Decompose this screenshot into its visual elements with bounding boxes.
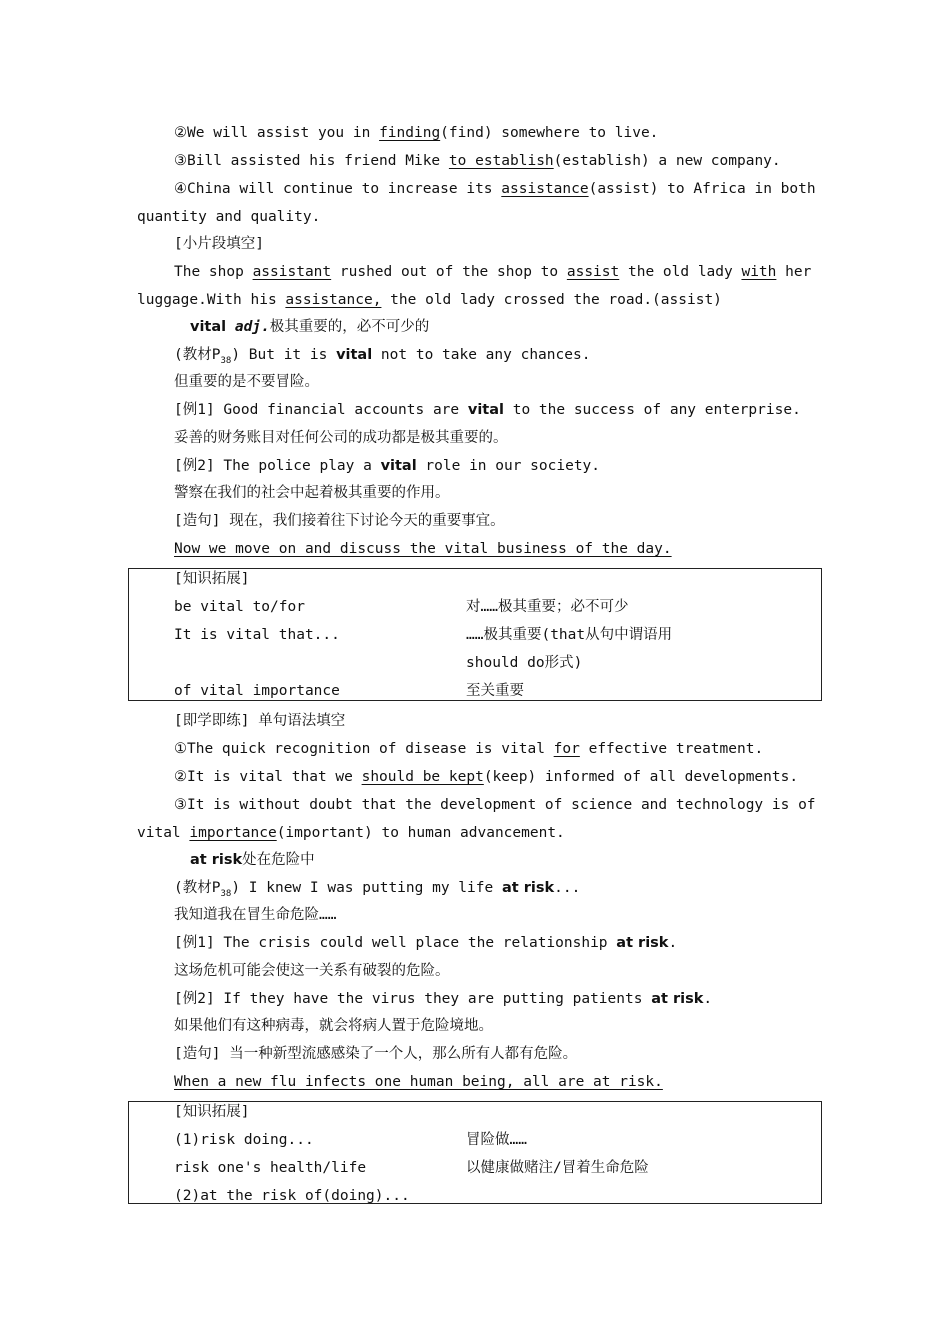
ext-meaning: 至关重要 bbox=[466, 683, 524, 699]
example-sentence: ③Bill assisted his friend Mike to establish(establish) a new company. bbox=[174, 153, 781, 169]
passage-line: The shop assistant rushed out of the shop to assist the old lady with her bbox=[174, 264, 812, 280]
section-heading: [小片段填空] bbox=[174, 236, 264, 252]
translation: 这场危机可能会使这一关系有破裂的危险。 bbox=[174, 963, 450, 979]
ext-phrase: (2)at the risk of(doing)... bbox=[174, 1188, 410, 1204]
make-sentence-answer: When a new flu infects one human being, all are at risk. bbox=[174, 1074, 663, 1090]
textbook-sentence: (教材$P_{38}$) I knew I was putting my life at risk... bbox=[174, 880, 581, 899]
translation: 警察在我们的社会中起着极其重要的作用。 bbox=[174, 485, 450, 501]
example-sentence: [例1] Good financial accounts are vital to the success of any enterprise. bbox=[174, 402, 801, 418]
box-title: [知识拓展] bbox=[174, 571, 250, 587]
practice-item-continuation: vital importance(important) to human advancement. bbox=[137, 825, 565, 841]
practice-title: [即学即练] 单句语法填空 bbox=[174, 713, 346, 729]
ext-phrase: (1)risk doing... bbox=[174, 1132, 314, 1148]
practice-item: ②It is vital that we should be kept(keep) informed of all developments. bbox=[174, 769, 799, 785]
ext-phrase: be vital to/for bbox=[174, 599, 305, 615]
make-sentence-prompt: [造句] 当一种新型流感感染了一个人，那么所有人都有危险。 bbox=[174, 1046, 578, 1062]
translation: 但重要的是不要冒险。 bbox=[174, 374, 319, 390]
ext-meaning: ……极其重要(that从句中谓语用 bbox=[466, 627, 673, 643]
ext-phrase: It is vital that... bbox=[174, 627, 340, 643]
ext-phrase: risk one's health/life bbox=[174, 1160, 367, 1176]
example-sentence: [例2] The police play a vital role in our society. bbox=[174, 458, 601, 474]
example-sentence: [例1] The crisis could well place the relationship at risk. bbox=[174, 935, 678, 951]
ext-meaning: 以健康做赌注/冒着生命危险 bbox=[466, 1160, 649, 1176]
ext-meaning: 冒险做…… bbox=[466, 1132, 527, 1148]
answer: to establish bbox=[448, 153, 554, 169]
passage-line: luggage.With his assistance, the old lady crossed the road.(assist) bbox=[137, 292, 722, 308]
make-sentence-prompt: [造句] 现在，我们接着往下讨论今天的重要事宜。 bbox=[174, 513, 505, 529]
entry-heading: vital adj.极其重要的，必不可少的 bbox=[190, 319, 430, 335]
answer: finding bbox=[379, 125, 441, 141]
ext-meaning: 对……极其重要；必不可少 bbox=[466, 599, 629, 615]
ext-phrase: of vital importance bbox=[174, 683, 340, 699]
box-title: [知识拓展] bbox=[174, 1104, 250, 1120]
make-sentence-answer: Now we move on and discuss the vital business of the day. bbox=[174, 541, 672, 557]
example-sentence: [例2] If they have the virus they are putting patients at risk. bbox=[174, 991, 713, 1007]
translation: 如果他们有这种病毒，就会将病人置于危险境地。 bbox=[174, 1018, 493, 1034]
entry-heading: at risk处在危险中 bbox=[190, 852, 315, 868]
example-continuation: quantity and quality. bbox=[137, 209, 321, 225]
practice-item: ③It is without doubt that the development of science and technology is of bbox=[174, 797, 816, 813]
translation: 我知道我在冒生命危险…… bbox=[174, 907, 337, 923]
ext-meaning: should do形式) bbox=[466, 655, 583, 671]
example-sentence: ②We will assist you in finding(find) somewhere to live. bbox=[174, 125, 659, 141]
example-sentence: ④China will continue to increase its assistance(assist) to Africa in both bbox=[174, 181, 816, 197]
practice-item: ①The quick recognition of disease is vital for effective treatment. bbox=[174, 741, 764, 757]
textbook-sentence: (教材$P_{38}$) But it is vital not to take any chances. bbox=[174, 347, 591, 366]
answer: assistance bbox=[501, 181, 589, 197]
translation: 妥善的财务账目对任何公司的成功都是极其重要的。 bbox=[174, 430, 508, 446]
